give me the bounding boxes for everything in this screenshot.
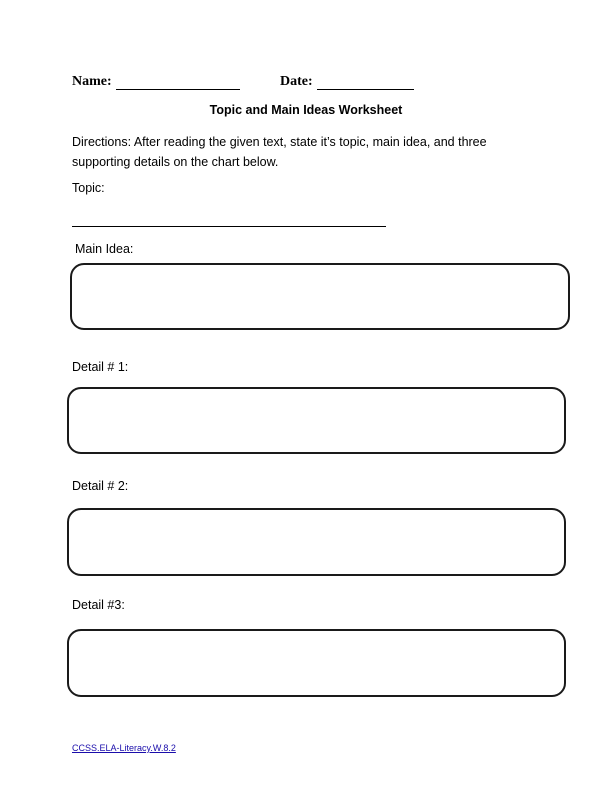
- standard-link[interactable]: CCSS.ELA-Literacy.W.8.2: [72, 743, 176, 753]
- detail-2-box[interactable]: [67, 508, 566, 576]
- detail-3-label: Detail #3:: [72, 598, 125, 612]
- worksheet-title: Topic and Main Ideas Worksheet: [209, 103, 403, 117]
- main-idea-label: Main Idea:: [75, 242, 134, 256]
- detail-2-label: Detail # 2:: [72, 479, 129, 493]
- name-blank-line[interactable]: [116, 75, 240, 90]
- date-label: Date:: [280, 74, 313, 89]
- name-field: [72, 70, 240, 90]
- main-idea-box[interactable]: [70, 263, 570, 330]
- date-blank-line[interactable]: [317, 75, 414, 90]
- name-label: Name:: [72, 74, 112, 89]
- topic-blank-line[interactable]: [72, 226, 386, 227]
- detail-1-box[interactable]: [67, 387, 566, 454]
- topic-label: Topic:: [72, 181, 105, 195]
- header-row: [72, 70, 532, 92]
- detail-1-label: Detail # 1:: [72, 360, 129, 374]
- directions-text: Directions: After reading the given text, state it’s topic, main idea, and three supporting details on the chart below.: [72, 135, 487, 169]
- detail-3-box[interactable]: [67, 629, 566, 697]
- date-field: [280, 70, 414, 90]
